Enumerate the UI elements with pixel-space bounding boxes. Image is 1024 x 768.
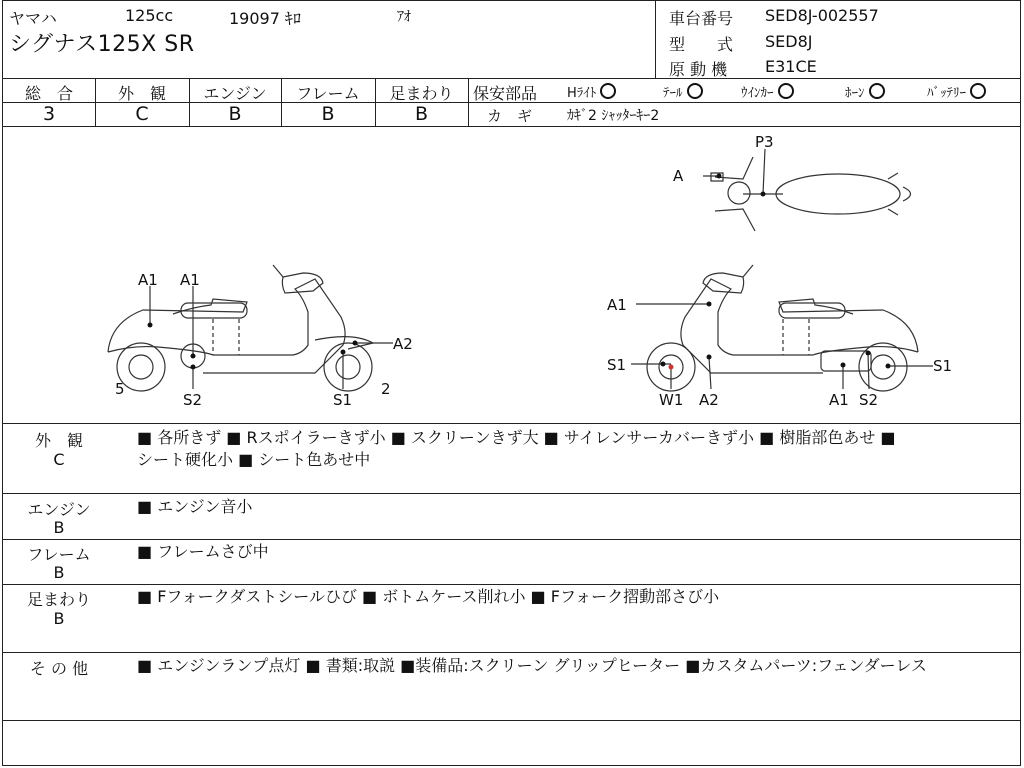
diagram-label: A1: [829, 391, 849, 409]
diagram-label: S1: [607, 356, 627, 374]
section-suspension-line: ■ Fフォークダストシールひび ■ ボトムケース削れ小 ■ Fフォーク摺動部さび小: [137, 587, 720, 606]
grade-suspension: B: [414, 103, 429, 125]
safety-headlight: Hﾗｲﾄ: [567, 82, 616, 101]
ok-circle-icon: [869, 83, 885, 99]
grade-engine-label: エンジン: [203, 84, 267, 103]
diagram-label: A: [673, 167, 684, 185]
type-label: 型 式: [669, 35, 734, 54]
key-value: ｶｷﾞ2 ｼｬｯﾀｰｷｰ2: [567, 108, 660, 124]
ok-circle-icon: [970, 83, 986, 99]
grade-frame: B: [321, 103, 335, 125]
grade-exterior-label: 外 観: [117, 84, 166, 103]
section-engine-grade: B: [53, 518, 65, 537]
diagram-label: P3: [755, 133, 774, 151]
grade-frame-label: フレーム: [296, 84, 360, 103]
section-suspension-label: 足まわり: [26, 590, 91, 609]
damage-diagram: [3, 127, 1020, 423]
diagram-label: A1: [607, 296, 627, 314]
frame-no-label: 車台番号: [669, 9, 734, 28]
ok-circle-icon: [778, 83, 794, 99]
section-other-line: ■ エンジンランプ点灯 ■ 書類:取説 ■装備品:スクリーン グリップヒーター ■カスタムパーツ:フェンダーレス: [137, 656, 927, 675]
grade-suspension-label: 足まわり: [389, 84, 454, 103]
safety-label: 保安部品: [473, 84, 538, 103]
ok-circle-icon: [600, 83, 616, 99]
color: ｱｵ: [397, 9, 411, 25]
diagram-label: A1: [180, 271, 200, 289]
section-suspension-grade: B: [53, 609, 65, 628]
diagram-label: S1: [933, 357, 953, 375]
diagram-label: 2: [381, 380, 391, 398]
section-engine-label: エンジン: [27, 500, 91, 519]
section-frame-grade: B: [53, 563, 65, 582]
engine-cc: 125cc: [125, 6, 174, 25]
diagram-label: A1: [138, 271, 158, 289]
section-exterior-line: シート硬化小 ■ シート色あせ中: [137, 450, 371, 469]
section-exterior-grade: C: [53, 450, 65, 469]
diagram-label: 5: [115, 380, 125, 398]
grade-total-label: 総 合: [24, 84, 73, 103]
safety-tail: ﾃｰﾙ: [663, 82, 703, 101]
section-frame-line: ■ フレームさび中: [137, 542, 269, 561]
section-exterior-label: 外 観: [34, 431, 83, 450]
maker: ヤマハ: [9, 9, 57, 28]
safety-winker: ｳｲﾝｶｰ: [741, 82, 794, 101]
model-name: シグナス125X SR: [9, 32, 195, 57]
diagram-label: S1: [333, 391, 353, 409]
diagram-label: S2: [859, 391, 879, 409]
key-label: カ ギ: [487, 107, 533, 125]
frame-no: SED8J-002557: [765, 6, 879, 25]
safety-horn: ﾎｰﾝ: [845, 82, 885, 101]
grade-total: 3: [42, 103, 56, 125]
mileage: 19097 ｷﾛ: [229, 9, 301, 28]
diagram-label: A2: [699, 391, 719, 409]
diagram-label: A2: [393, 335, 413, 353]
section-exterior-line: ■ 各所きず ■ Rスポイラーきず小 ■ スクリーンきず大 ■ サイレンサーカバーきず小 ■ 樹脂部色あせ ■: [137, 428, 896, 447]
section-frame-label: フレーム: [27, 545, 91, 564]
section-engine-line: ■ エンジン音小: [137, 497, 253, 516]
inspection-sheet: [2, 0, 1021, 766]
engine-model: E31CE: [765, 57, 817, 76]
ok-circle-icon: [687, 83, 703, 99]
section-other-label: そ の 他: [29, 659, 89, 678]
model-type: SED8J: [765, 32, 813, 51]
engine-label: 原 動 機: [669, 60, 728, 79]
diagram-label: W1: [659, 391, 684, 409]
grade-exterior: C: [135, 103, 149, 125]
safety-battery: ﾊﾞｯﾃﾘｰ: [927, 82, 986, 101]
diagram-label: S2: [183, 391, 203, 409]
grade-engine: B: [228, 103, 242, 125]
